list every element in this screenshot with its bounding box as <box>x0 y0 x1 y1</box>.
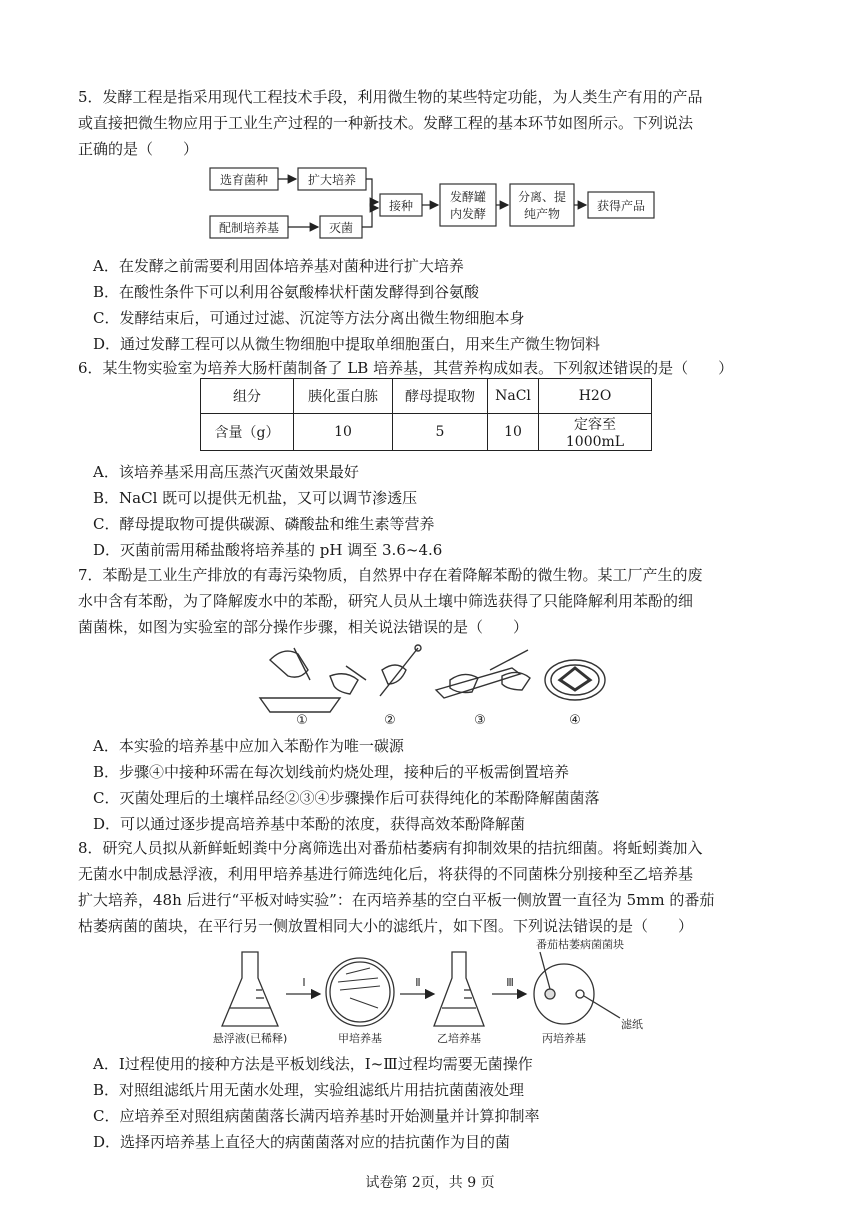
q8-option-c: C．应培养至对照组病菌菌落长满丙培养基时开始测量并计算抑制率 <box>93 1107 540 1125</box>
transfer-drawing <box>436 668 520 698</box>
step-label-1: ① <box>296 713 308 726</box>
flow-box-separate-line2: 纯产物 <box>523 207 561 221</box>
step-label-i: Ⅰ <box>302 976 306 989</box>
q8-option-a: A．Ⅰ过程使用的接种方法是平板划线法，Ⅰ~Ⅲ过程均需要无菌操作 <box>93 1055 533 1073</box>
q8-stem-line-1: 8．研究人员拟从新鲜蚯蚓粪中分离筛选出对番茄枯萎病有抑制效果的拮抗细菌。将蚯蚓粪加入 <box>78 839 703 857</box>
flow-box-fermenter-line2: 内发酵 <box>449 207 487 221</box>
table-header-cell: 胰化蛋白胨 <box>294 379 393 414</box>
q6-option-c: C．酵母提取物可提供碳源、磷酸盐和维生素等营养 <box>93 515 435 533</box>
filter-paper <box>576 990 584 998</box>
table-header-cell: NaCl <box>488 379 539 414</box>
q5-stem-line-1: 5．发酵工程是指采用现代工程技术手段，利用微生物的某些特定功能，为人类生产有用的产品 <box>78 88 703 106</box>
table-header-cell: H2O <box>539 379 652 414</box>
step-label-2: ② <box>384 713 396 726</box>
flask-suspension <box>222 952 278 1026</box>
q6-option-a: A．该培养基采用高压蒸汽灭菌效果最好 <box>93 463 359 481</box>
plate-jia <box>326 958 394 1026</box>
filter-label: 滤纸 <box>621 1018 643 1031</box>
q8-stem-line-3: 扩大培养，48h 后进行“平板对峙实验”：在丙培养基的空白平板一侧放置一直径为 5mm 的番茄 <box>78 891 715 909</box>
caption-suspension: 悬浮液(已稀释) <box>212 1032 288 1045</box>
table-cell: 5 <box>393 414 488 451</box>
flow-box-product: 获得产品 <box>596 199 646 213</box>
inoculation-loop-drawing <box>380 648 418 696</box>
lb-medium-table <box>200 378 652 451</box>
table-header-cell: 酵母提取物 <box>393 379 488 414</box>
q7-stem-line-3: 菌菌株，如图为实验室的部分操作步骤，相关说法错误的是（ ） <box>78 618 529 636</box>
step-label-ii: Ⅱ <box>415 976 421 989</box>
q7-stem-line-1: 7．苯酚是工业生产排放的有毒污染物质，自然界中存在着降解苯酚的微生物。某工厂产生的废 <box>78 566 703 584</box>
table-row <box>201 379 652 414</box>
table-header-cell: 组分 <box>201 379 294 414</box>
flow-box-sterilize: 灭菌 <box>328 221 354 235</box>
plate-bing <box>534 964 594 1024</box>
petri-dish-drawing <box>545 660 605 700</box>
flow-box-separate-line1: 分离、提 <box>517 190 567 204</box>
flow-box-select-strain: 选育菌种 <box>219 173 269 187</box>
q7-option-d: D．可以通过逐步提高培养基中苯酚的浓度，获得高效苯酚降解菌 <box>93 815 526 833</box>
flow-box-expand-culture: 扩大培养 <box>307 173 357 187</box>
flow-box-prepare-medium: 配制培养基 <box>218 221 280 235</box>
q7-option-c: C．灭菌处理后的土壤样品经②③④步骤操作后可获得纯化的苯酚降解菌菌落 <box>93 789 600 807</box>
q5-option-d: D．通过发酵工程可以从微生物细胞中提取单细胞蛋白，用来生产微生物饲料 <box>93 335 601 353</box>
table-cell: 定容至 1000mL <box>539 414 652 451</box>
flow-box-inoculate: 接种 <box>388 199 414 213</box>
q6-stem: 6．某生物实验室为培养大肠杆菌制备了 LB 培养基，其营养构成如表。下列叙述错误的是（ ） <box>78 359 734 377</box>
q8-option-b: B．对照组滤纸片用无菌水处理，实验组滤纸片用拮抗菌菌液处理 <box>93 1081 525 1099</box>
q6-option-d: D．灭菌前需用稀盐酸将培养基的 pH 调至 3.6~4.6 <box>93 541 443 559</box>
fermentation-flowchart <box>200 162 700 246</box>
plate-confrontation-figure <box>200 938 660 1048</box>
q7-stem-line-2: 水中含有苯酚，为了降解废水中的苯酚，研究人员从土壤中筛选获得了只能降解利用苯酚的细 <box>78 592 694 610</box>
pathogen-block <box>545 989 555 999</box>
q8-stem-line-4: 枯萎病菌的菌块，在平行另一侧放置相同大小的滤纸片，如下图。下列说法错误的是（ ） <box>78 917 694 935</box>
table-cell: 10 <box>488 414 539 451</box>
table-row <box>201 414 652 451</box>
step-label-4: ④ <box>569 713 581 726</box>
table-cell: 10 <box>294 414 393 451</box>
flow-box-fermenter-line1: 发酵罐 <box>449 190 487 204</box>
step-label-3: ③ <box>474 713 486 726</box>
q5-stem-line-3: 正确的是（ ） <box>78 140 199 158</box>
caption-yi: 乙培养基 <box>437 1032 481 1045</box>
q5-stem-line-2: 或直接把微生物应用于工业生产过程的一种新技术。发酵工程的基本环节如图所示。下列说法 <box>78 114 694 132</box>
caption-bing: 丙培养基 <box>542 1032 586 1045</box>
flask-yi <box>434 952 484 1026</box>
q5-option-b: B．在酸性条件下可以利用谷氨酸棒状杆菌发酵得到谷氨酸 <box>93 283 480 301</box>
lab-steps-figure <box>250 640 620 726</box>
q7-option-b: B．步骤④中接种环需在每次划线前灼烧处理，接种后的平板需倒置培养 <box>93 763 570 781</box>
q8-option-d: D．选择丙培养基上直径大的病菌菌落对应的拮抗菌作为目的菌 <box>93 1133 511 1151</box>
q5-option-c: C．发酵结束后，可通过过滤、沉淀等方法分离出微生物细胞本身 <box>93 309 525 327</box>
caption-jia: 甲培养基 <box>338 1032 382 1045</box>
q8-stem-line-2: 无菌水中制成悬浮液，利用甲培养基进行筛选纯化后，将获得的不同菌株分别接种至乙培养基 <box>78 865 694 883</box>
table-cell: 含量（g） <box>201 414 294 451</box>
pathogen-label: 番茄枯萎病菌菌块 <box>536 938 624 951</box>
q5-option-a: A．在发酵之前需要利用固体培养基对菌种进行扩大培养 <box>93 257 464 275</box>
q6-option-b: B．NaCl 既可以提供无机盐，又可以调节渗透压 <box>93 489 418 507</box>
q7-option-a: A．本实验的培养基中应加入苯酚作为唯一碳源 <box>93 737 404 755</box>
step-label-iii: Ⅲ <box>506 976 514 989</box>
page-footer: 试卷第 2页，共 9 页 <box>365 1175 495 1191</box>
